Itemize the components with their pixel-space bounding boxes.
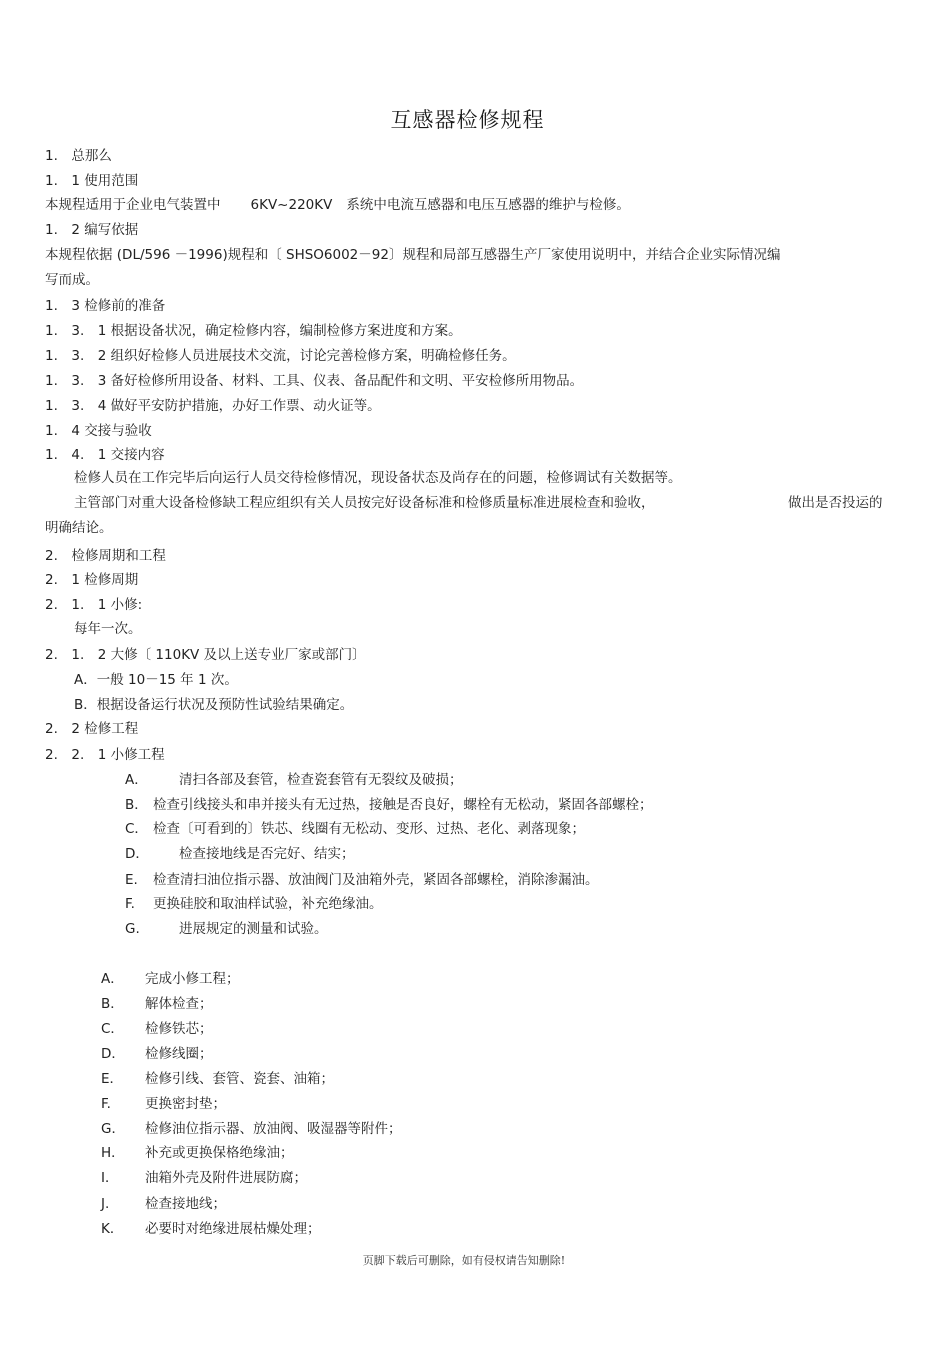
minor-repair-cycle: 每年一次。 bbox=[74, 621, 142, 637]
section-2-heading: 2. 检修周期和工程 bbox=[45, 548, 166, 564]
minor-item-mark: G. bbox=[125, 921, 140, 937]
page-footer: 页脚下载后可删除，如有侵权请告知删除! bbox=[362, 1254, 566, 1267]
major-item bbox=[101, 1169, 307, 1187]
minor-item bbox=[125, 920, 328, 938]
major-item bbox=[101, 995, 213, 1013]
section-2-1-heading: 2. 1 检修周期 bbox=[45, 572, 139, 588]
minor-item-mark: E. bbox=[125, 872, 138, 888]
major-item bbox=[101, 1095, 226, 1113]
major-item bbox=[101, 1195, 226, 1213]
major-item-mark: A． bbox=[101, 971, 124, 987]
major-item-mark: I． bbox=[101, 1170, 119, 1186]
section-2-2-heading: 2. 2 检修工程 bbox=[45, 721, 139, 737]
major-item-text: 检查接地线； bbox=[145, 1196, 226, 1212]
section-1-3-3: 1. 3. 3 备好检修所用设备、材料、工具、仪表、备品配件和文明、平安检修所用物品。 bbox=[45, 373, 584, 389]
minor-item-mark: B． bbox=[125, 797, 148, 813]
minor-item bbox=[125, 820, 585, 838]
major-item-mark: D． bbox=[101, 1046, 125, 1062]
major-item-text: 必要时对绝缘进展枯燥处理； bbox=[145, 1221, 321, 1237]
major-item-text: 完成小修工程； bbox=[145, 971, 240, 987]
major-item bbox=[101, 1020, 213, 1038]
section-1-3-4: 1. 3. 4 做好平安防护措施，办好工作票、动火证等。 bbox=[45, 398, 381, 414]
minor-item-mark: D． bbox=[125, 846, 149, 862]
major-item bbox=[101, 1220, 321, 1238]
major-item-mark: E． bbox=[101, 1071, 124, 1087]
minor-item-text: 检查接地线是否完好、结实； bbox=[179, 846, 355, 862]
minor-item-text: 检查清扫油位指示器、放油阀门及油箱外壳，紧固各部螺栓，消除渗漏油。 bbox=[153, 872, 599, 888]
minor-item-text: 更换硅胶和取油样试验，补充绝缘油。 bbox=[153, 896, 383, 912]
major-item bbox=[101, 1120, 402, 1138]
minor-item bbox=[125, 796, 653, 814]
minor-item bbox=[125, 871, 599, 889]
section-1-heading: 1. 总那么 bbox=[45, 148, 112, 164]
major-item-text: 检修线圈； bbox=[145, 1046, 213, 1062]
minor-item-text: 清扫各部及套管，检查瓷套管有无裂纹及破损； bbox=[179, 772, 463, 788]
minor-item bbox=[125, 895, 383, 913]
major-item bbox=[101, 970, 240, 988]
minor-item-mark: C． bbox=[125, 821, 148, 837]
minor-item bbox=[125, 845, 355, 863]
basis-paragraph-line2: 写而成。 bbox=[45, 272, 99, 288]
scope-paragraph bbox=[45, 196, 630, 214]
major-item-mark: G． bbox=[101, 1121, 125, 1137]
minor-item-text: 检查引线接头和串并接头有无过热，接触是否良好，螺栓有无松动，紧固各部螺栓； bbox=[153, 797, 653, 813]
scope-text-c: 系统中电流互感器和电压互感器的维护与检修。 bbox=[346, 197, 630, 213]
major-item-text: 检修油位指示器、放油阀、吸湿器等附件； bbox=[145, 1121, 402, 1137]
section-1-4-heading: 1. 4 交接与验收 bbox=[45, 423, 152, 439]
scope-text-a: 本规程适用于企业电气装置中 bbox=[45, 197, 221, 213]
section-2-1-1-heading: 2. 1. 1 小修: bbox=[45, 597, 143, 613]
major-item-mark: J. bbox=[101, 1196, 110, 1212]
minor-item-mark: A． bbox=[125, 772, 148, 788]
section-1-3-heading: 1. 3 检修前的准备 bbox=[45, 298, 166, 314]
major-item-text: 检修引线、套管、瓷套、油箱； bbox=[145, 1071, 334, 1087]
minor-item-text: 检查〔可看到的〕铁芯、线圈有无松动、变形、过热、老化、剥落现象； bbox=[153, 821, 585, 837]
section-2-1-2-heading: 2. 1. 2 大修〔 110KV 及以上送专业厂家或部门〕 bbox=[45, 647, 366, 663]
major-item-mark: H． bbox=[101, 1145, 125, 1161]
basis-paragraph-line1: 本规程依据 (DL/596 －1996)规程和〔 SHSO6002－92〕规程和局部互感器生产厂家使用说明中，并结合企业实际情况编 bbox=[45, 247, 781, 263]
minor-item-text: 进展规定的测量和试验。 bbox=[179, 921, 328, 937]
section-1-1-heading: 1. 1 使用范围 bbox=[45, 173, 139, 189]
major-repair-cycle-a: A．一般 10－15 年 1 次。 bbox=[74, 672, 238, 688]
document-title: 互感器检修规程 bbox=[390, 108, 545, 132]
handover-paragraph-2-a: 主管部门对重大设备检修缺工程应组织有关人员按完好设备标准和检修质量标准进展检查和验收， bbox=[74, 495, 655, 511]
major-item bbox=[101, 1144, 294, 1162]
handover-paragraph-2-b: 做出是否投运的 bbox=[788, 495, 883, 511]
major-item-mark: K． bbox=[101, 1221, 124, 1237]
major-repair-cycle-b: B．根据设备运行状况及预防性试验结果确定。 bbox=[74, 697, 354, 713]
handover-paragraph-1: 检修人员在工作完毕后向运行人员交待检修情况，现设备状态及尚存在的问题，检修调试有关数据等。 bbox=[74, 470, 682, 486]
major-item-text: 更换密封垫； bbox=[145, 1096, 226, 1112]
scope-voltage: 6KV~220KV bbox=[250, 197, 333, 213]
major-item-text: 补充或更换保格绝缘油； bbox=[145, 1145, 294, 1161]
major-item-mark: C． bbox=[101, 1021, 124, 1037]
minor-item bbox=[125, 771, 463, 789]
major-item-mark: B． bbox=[101, 996, 124, 1012]
section-1-2-heading: 1. 2 编写依据 bbox=[45, 222, 139, 238]
section-1-3-2: 1. 3. 2 组织好检修人员进展技术交流，讨论完善检修方案，明确检修任务。 bbox=[45, 348, 516, 364]
major-item bbox=[101, 1070, 334, 1088]
section-1-3-1: 1. 3. 1 根据设备状况，确定检修内容，编制检修方案进度和方案。 bbox=[45, 323, 462, 339]
major-item-text: 解体检查； bbox=[145, 996, 213, 1012]
major-item-text: 油箱外壳及附件进展防腐； bbox=[145, 1170, 307, 1186]
major-item-mark: F. bbox=[101, 1096, 111, 1112]
major-item bbox=[101, 1045, 213, 1063]
section-1-4-1-heading: 1. 4. 1 交接内容 bbox=[45, 447, 165, 463]
section-2-2-1-heading: 2. 2. 1 小修工程 bbox=[45, 747, 165, 763]
minor-item-mark: F. bbox=[125, 896, 135, 912]
handover-paragraph-2-c: 明确结论。 bbox=[45, 520, 113, 536]
major-item-text: 检修铁芯； bbox=[145, 1021, 213, 1037]
